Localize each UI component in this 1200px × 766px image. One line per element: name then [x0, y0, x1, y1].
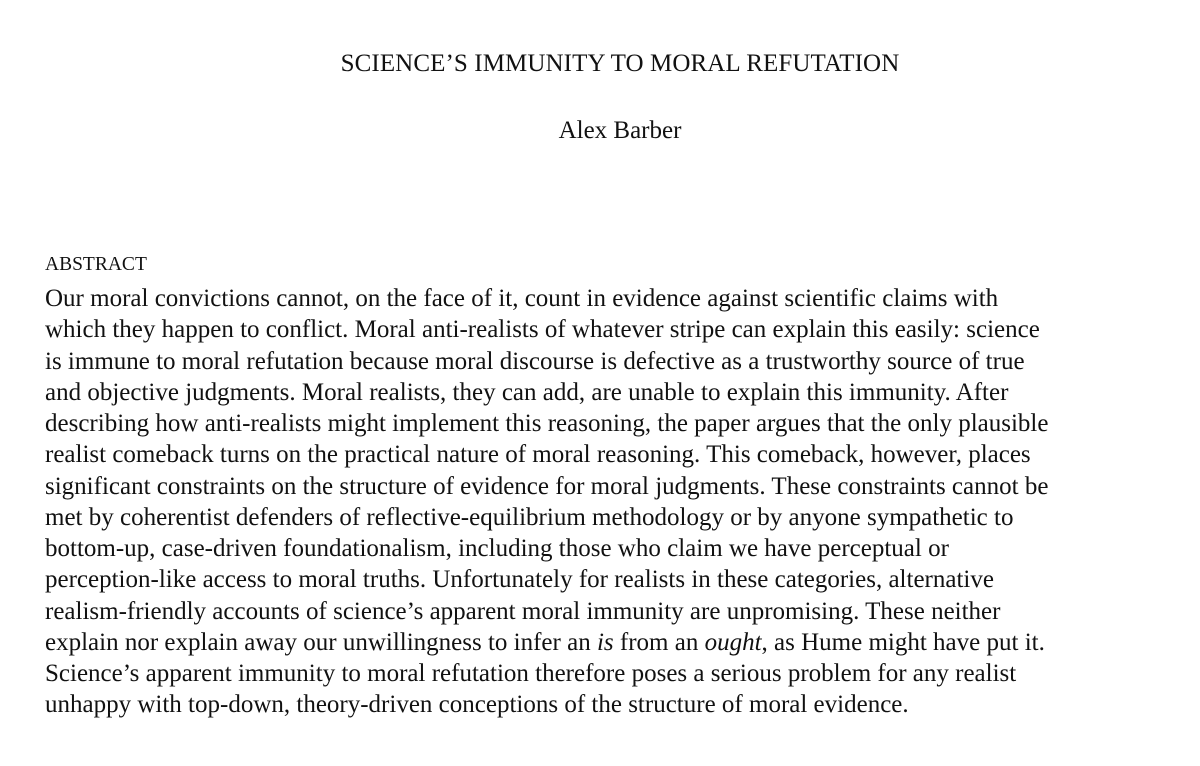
abstract-line: met by coherentist defenders of reflective-equilibrium methodology or by anyone sympathetic to	[45, 503, 1014, 531]
line-12-part-c: from an	[613, 628, 705, 656]
abstract-line: perception-like access to moral truths. Unfortunately for realists in these categories, alternative	[45, 566, 994, 594]
abstract-line: and objective judgments. Moral realists, they can add, are unable to explain this immunity. After	[45, 378, 1009, 406]
abstract-line: significant constraints on the structure of evidence for moral judgments. These constraints cannot be	[45, 472, 1049, 500]
abstract-line: is immune to moral refutation because moral discourse is defective as a trustworthy source of true	[45, 347, 1025, 375]
italic-is: is	[596, 628, 614, 656]
abstract-line: realist comeback turns on the practical nature of moral reasoning. This comeback, however, places	[45, 441, 1031, 469]
abstract-line: Science’s apparent immunity to moral refutation therefore poses a serious problem for any realist	[45, 660, 1017, 687]
abstract-heading: ABSTRACT	[45, 254, 147, 275]
abstract-body	[45, 283, 1195, 721]
abstract-line: which they happen to conflict. Moral anti-realists of whatever stripe can explain this easily: science	[45, 316, 1040, 344]
abstract-line: realism-friendly accounts of science’s apparent moral immunity are unpromising. These neither	[45, 597, 1001, 625]
abstract-line: unhappy with top-down, theory-driven conceptions of the structure of moral evidence.	[45, 691, 909, 719]
paper-title: SCIENCE’S IMMUNITY TO MORAL REFUTATION	[340, 50, 900, 77]
italic-ought: ought	[704, 628, 762, 656]
abstract-line: bottom-up, case-driven foundationalism, including those who claim we have perceptual or	[45, 535, 949, 562]
abstract-line-italic-mixed	[45, 627, 1195, 658]
abstract-line: describing how anti-realists might implement this reasoning, the paper argues that the only plausible	[45, 410, 1049, 437]
abstract-line: Our moral convictions cannot, on the face of it, count in evidence against scientific claims with	[45, 285, 999, 312]
line-12-part-a: explain nor explain away our unwillingness to infer an	[45, 628, 597, 656]
line-12-part-e: , as Hume might have put it.	[761, 628, 1045, 656]
paper-author: Alex Barber	[558, 117, 682, 144]
